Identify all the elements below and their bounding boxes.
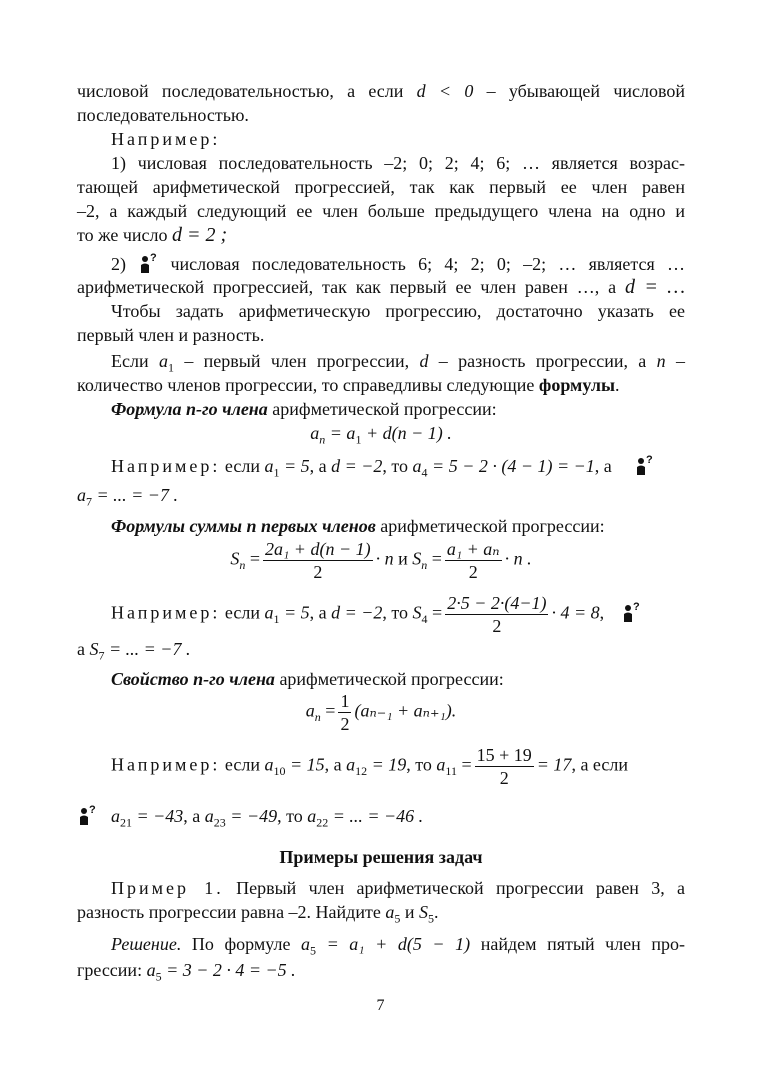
fraction: $\frac{\text{a₁ + aₙ}}{2}$ <box>446 539 500 582</box>
example-5-line-2: ? $a_{21} = -43$, а $a_{23} = -49$, то $a_{22}$ = ... = −46 . <box>77 804 685 827</box>
text-line-2: последовательностью. <box>77 105 249 125</box>
formula-sum-heading: Формулы суммы n первых членов арифметической прогрессии: <box>111 516 605 536</box>
fraction: $\frac{15 + 19}{2}$ <box>476 745 532 788</box>
svg-text:?: ? <box>632 600 640 613</box>
example-4-line-2: а $S_7$ = ... = −7 . <box>77 639 191 663</box>
svg-text:?: ? <box>646 454 654 466</box>
inline-math: d = 2 ; <box>171 224 228 246</box>
solution-line-1: Решение. По формуле $a_5 = a_1 + d(5 - 1)$ найдем пятый член про- <box>111 934 686 958</box>
inline-math: d = … <box>624 276 685 298</box>
if-line-1: Если $a_1$ – первый член прогрессии, d – разность прогрессии, а n – <box>111 351 686 375</box>
formula-n-display: $a_n = a_1 + d(n - 1)$ . <box>310 423 452 447</box>
svg-text:?: ? <box>89 804 96 816</box>
problem-1-line-2: разность прогрессии равна –2. Найдите $a_5$ и $S_5$. <box>77 902 439 926</box>
formula-n-heading: Формула n-го члена арифметической прогрессии: <box>111 399 497 419</box>
property-heading: Свойство n-го члена арифметической прогрессии: <box>111 669 504 689</box>
inline-math: d < 0 <box>416 81 474 101</box>
thinking-person-icon <box>621 601 641 623</box>
svg-text:?: ? <box>150 252 157 264</box>
example-1-line-1: 1) числовая последовательность –2; 0; 2; 4; 6; … является возрас- <box>111 153 685 173</box>
example-2-line-1: 2) ? числовая последовательность 6; 4; 2; 0; –2; … является … <box>111 252 686 274</box>
example-5-line-1: Например: если $a_{10} = 15$, а $a_{12} = 19$, то $a_{11}$ = $\frac{15 + 19}{2}$ = 17, а если <box>111 745 628 788</box>
solution-line-2: грессии: $a_5 = 3 - 2 \cdot 4 = -5$ . <box>77 960 296 984</box>
example-4-line-1: Например: если $a_1 = 5$, а d = −2, то $S_4$ = $\frac{2\cdot 5 - 2\cdot(4-1)}{2}$ · 4 = 8, ? <box>111 593 640 636</box>
fraction: $\frac{1}{2}$ <box>340 691 350 734</box>
example-1-line-4: то же число d = 2 ; <box>77 224 228 246</box>
property-display: $a_n$ = $\frac{1}{2}$ (aₙ₋₁ + aₙ₊₁). <box>305 691 457 734</box>
section-title: Примеры решения задач <box>279 847 483 867</box>
example-label: Например: <box>111 129 221 149</box>
formula-sum-display: $S_n$ = $\frac{\text{2a₁ + d(n − 1)}}{2}$ · n и $S_n$ = $\frac{\text{a₁ + aₙ}}{2}$ · n . <box>230 539 532 582</box>
thinking-person-icon <box>77 804 97 826</box>
define-line-2: первый член и разность. <box>77 325 265 345</box>
page-number: 7 <box>376 997 385 1014</box>
thinking-person-icon <box>634 454 654 476</box>
example-3-line-2: $a_7$ = ... = −7 . <box>77 485 178 509</box>
define-line-1: Чтобы задать арифметическую прогрессию, достаточно указать ее <box>111 301 685 321</box>
problem-1-line-1: Пример 1. Первый член арифметической прогрессии равен 3, а <box>111 878 686 898</box>
example-2-line-2: арифметической прогрессией, так как первый ее член равен …, а d = … <box>77 276 685 298</box>
fraction: $\frac{2\cdot 5 - 2\cdot(4-1)}{2}$ <box>447 593 547 636</box>
example-1-line-2: тающей арифметической прогрессией, так как первый ее член равен <box>77 177 685 197</box>
thinking-person-icon <box>138 252 158 274</box>
if-line-2: количество членов прогрессии, то справедливы следующие формулы. <box>77 375 620 395</box>
example-1-line-3: –2, а каждый следующий ее член больше предыдущего члена на одно и <box>77 201 685 221</box>
fraction: $\frac{\text{2a₁ + d(n − 1)}}{2}$ <box>265 539 371 582</box>
text-line-1: числовой последовательностью, а если d < 0 – убывающей числовой <box>77 81 685 101</box>
example-3-line-1: Например: если $a_1 = 5$, а d = −2, то $a_4 = 5 - 2 \cdot (4 - 1) = -1$, а ? <box>111 454 654 480</box>
